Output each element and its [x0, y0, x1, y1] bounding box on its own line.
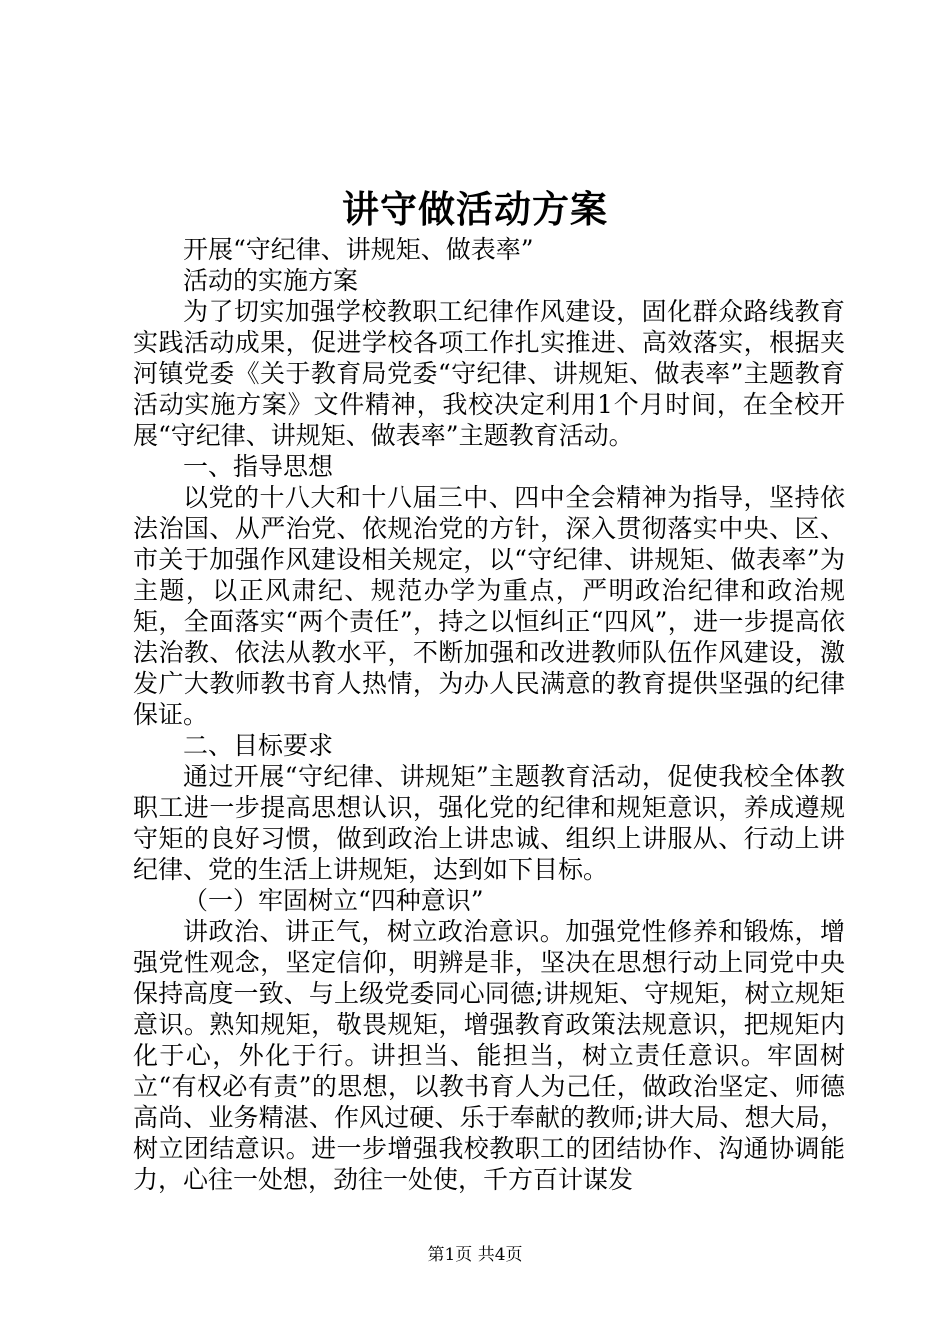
document-body — [133, 234, 845, 1195]
section-heading-guiding-ideology: 一、指导思想 — [183, 452, 334, 481]
paragraph-purpose: 为了切实加强学校教职工纪律作风建设，固化群众路线教育实践活动成果，促进学校各项工作扎实推进、高效落实，根据夹河镇党委《关于教育局党委“守纪律、讲规矩、做表率”主题教育活动实施方案》文件精神，我校决定利用1个月时间，在全校开展“守纪律、讲规矩、做表率”主题教育活动。 — [133, 297, 845, 450]
paragraph-goals: 通过开展“守纪律、讲规矩”主题教育活动，促使我校全体教职工进一步提高思想认识，强化党的纪律和规矩意识，养成遵规守矩的良好习惯，做到政治上讲忠诚、组织上讲服从、行动上讲纪律、党的生活上讲规矩，达到如下目标。 — [133, 762, 845, 884]
paragraph-intro-line-1: 开展“守纪律、讲规矩、做表率” — [183, 235, 534, 264]
paragraph-four-awareness: 讲政治、讲正气，树立政治意识。加强党性修养和锻炼，增强党性观念，坚定信仰，明辨是非，坚决在思想行动上同党中央保持高度一致、与上级党委同心同德;讲规矩、守规矩，树立规矩意识。熟知规矩，敬畏规矩，增强教育政策法规意识，把规矩内化于心，外化于行。讲担当、能担当，树立责任意识。牢固树立“有权必有责”的思想，以教书育人为己任，做政治坚定、师德高尚、业务精湛、作风过硬、乐于奉献的教师;讲大局、想大局，树立团结意识。进一步增强我校教职工的团结协作、沟通协调能力，心往一处想，劲往一处使，千方百计谋发 — [133, 917, 845, 1194]
paragraph-guiding-ideology: 以党的十八大和十八届三中、四中全会精神为指导，坚持依法治国、从严治党、依规治党的方针，深入贯彻落实中央、区、市关于加强作风建设相关规定，以“守纪律、讲规矩、做表率”为主题，以正风肃纪、规范办学为重点，严明政治纪律和政治规矩，全面落实“两个责任”，持之以恒纠正“四风”，进一步提高依法治教、依法从教水平，不断加强和改进教师队伍作风建设，激发广大教师教书育人热情，为办人民满意的教育提供坚强的纪律保证。 — [133, 483, 845, 729]
page-footer: 第1页 共4页 — [427, 1245, 523, 1265]
paragraph-intro-line-2: 活动的实施方案 — [183, 266, 359, 295]
document-title: 讲守做活动方案 — [342, 187, 608, 231]
subsection-heading-four-awareness: （一）牢固树立“四种意识” — [183, 886, 484, 915]
section-heading-goals: 二、目标要求 — [183, 731, 334, 760]
